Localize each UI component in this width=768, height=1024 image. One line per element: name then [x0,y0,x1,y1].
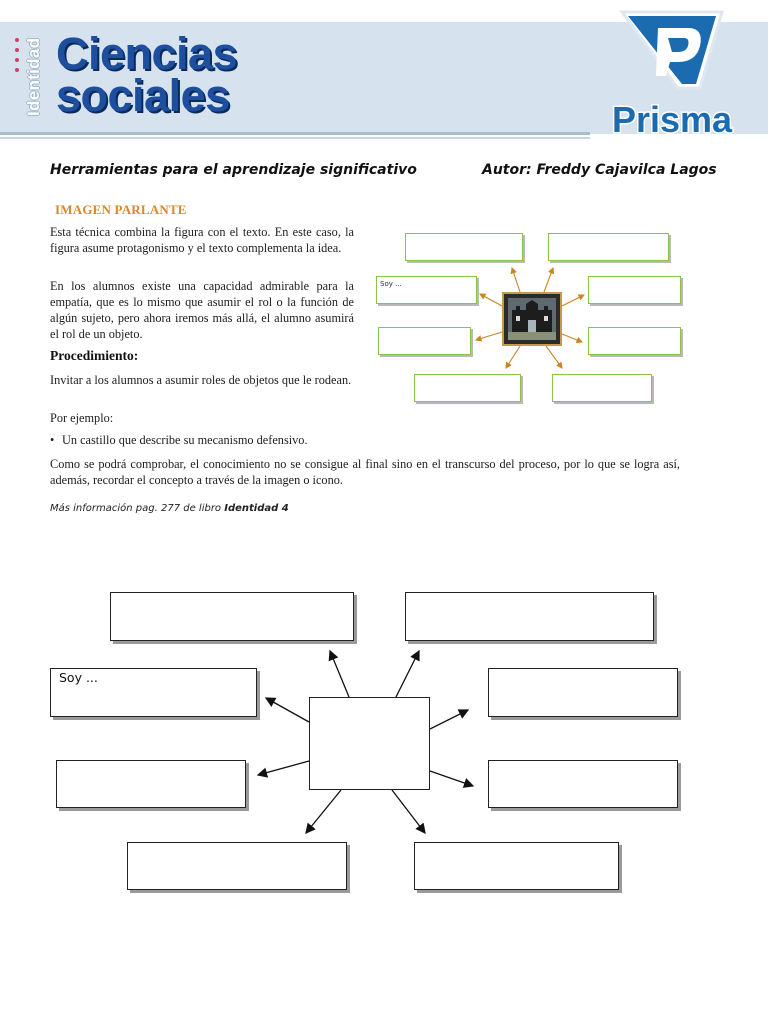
paragraph-conclusion: Como se podrá comprobar, el conocimiento no se consigue al final sino en el transcurso del proceso, por lo que se logra así, además, recordar el concepto a través de la imagen o icono. [50,457,680,487]
brand-title-line1: Ciencias [56,28,238,79]
small-diagram-box[interactable] [414,374,521,402]
large-diagram-box[interactable] [110,592,354,641]
large-arrow [430,710,468,729]
small-diagram-box[interactable] [405,233,523,261]
small-arrow [480,294,502,306]
procedure-heading: Procedimiento: [50,348,139,363]
large-arrow [392,790,425,833]
small-diagram-box[interactable] [548,233,669,261]
large-box-label: Soy ... [59,670,98,685]
bullet-icon: • [50,433,55,447]
series-vertical-label: Identidad [24,37,43,116]
prisma-wordmark: Prisma [612,99,733,140]
large-arrow [430,771,473,786]
small-arrow [562,334,582,342]
small-diagram-box[interactable] [378,327,471,355]
large-diagram-center-box[interactable] [309,697,430,790]
large-arrow [396,651,419,697]
small-arrow [546,346,562,368]
large-diagram-box-soy[interactable] [50,668,257,717]
small-arrow [544,268,553,292]
paragraph-empathy: En los alumnos existe una capacidad admirable para la empatía, que es lo mismo que asumir el rol o la función de algún sujeto, pero ahora iremos más allá, el alumno asumirá el rol de un objeto. [50,279,354,341]
paragraph-example-intro: Por ejemplo: [50,411,114,425]
small-arrow [512,268,520,292]
large-diagram-box[interactable] [488,668,678,717]
document-author: Autor: Freddy Cajavilca Lagos [482,162,717,178]
section-title: IMAGEN PARLANTE [55,202,187,217]
large-arrow [266,698,309,722]
castle-photo-icon [502,292,562,346]
paragraph-procedure: Invitar a los alumnos a asumir roles de objetos que le rodean. [50,373,352,387]
small-arrow [476,332,502,340]
large-arrow [330,651,349,697]
brand-title-line2: sociales [56,70,230,121]
large-diagram-box[interactable] [56,760,246,808]
large-diagram-box[interactable] [127,842,347,890]
small-diagram-box[interactable] [588,327,681,355]
more-info-prefix: Más información pag. 277 de libro [50,503,225,514]
small-diagram-box[interactable] [588,276,681,304]
small-diagram-box-soy[interactable] [376,276,477,304]
small-arrow [506,346,520,368]
large-diagram-box[interactable] [405,592,654,641]
large-diagram-box[interactable] [414,842,619,890]
castle-image [502,292,562,346]
small-diagram-box[interactable] [552,374,652,402]
small-box-label: Soy ... [380,280,402,288]
paragraph-intro: Esta técnica combina la figura con el texto. En este caso, la figura asume protagonismo y el texto complementa la idea. [50,225,354,255]
bullet-text: Un castillo que describe su mecanismo defensivo. [62,433,308,447]
large-arrow [306,790,341,833]
large-diagram-box[interactable] [488,760,678,808]
small-arrow [562,295,584,306]
more-info-book: Identidad 4 [224,503,289,514]
large-arrow [258,761,309,775]
document-title: Herramientas para el aprendizaje significativo [50,162,417,178]
